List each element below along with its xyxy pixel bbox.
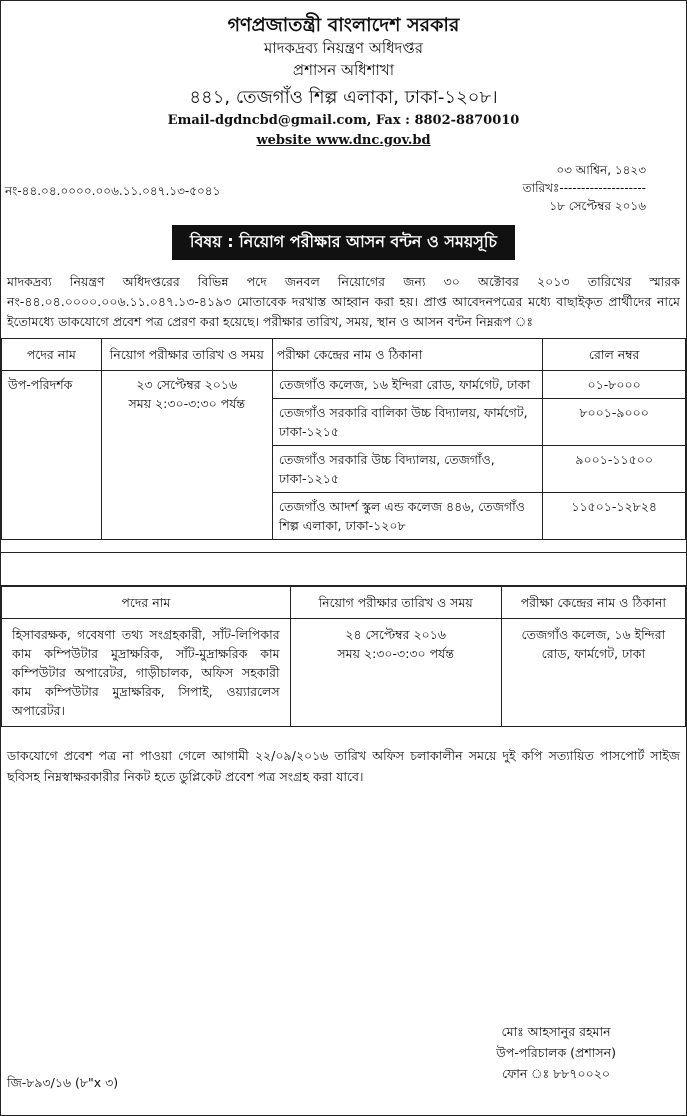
date-block	[523, 161, 646, 215]
duplicate-admit-note: ডাকযোগে প্রবেশ পত্র না পাওয়া গেলে আগামী ২২/০৯/২০১৬ তারিখ অফিস চলাকালীন সময়ে দুই কপি সত্যায়িত পাসপোর্ট সাইজ ছবিসহ নিম্নস্বাক্ষরকারীর নিকট হতে ডুপ্লিকেট প্রবেশ পত্র সংগ্রহ করা যাবে।	[7, 748, 680, 784]
signatory-designation: উপ-পরিচালক (প্রশাসন)	[496, 1045, 616, 1060]
cell-date-time	[290, 619, 501, 727]
cell-roll: ৮০০১-৯০০০	[543, 399, 686, 446]
cell-roll: ০১-৮০০০	[543, 371, 686, 399]
seat-plan-table-2	[1, 586, 686, 727]
header-center: পরীক্ষা কেন্দ্রের নাম ও ঠিকানা	[272, 339, 542, 371]
intro-paragraph: মাদকদ্রব্য নিয়ন্ত্রণ অধিদপ্তরের বিভিন্ন পদে জনবল নিয়োগের জন্য ৩০ অক্টোবর ২০১৩ তারিখের স্মারক নং-৪৪.০৪.০০০০.০০৬.১১.০৪৭.১৩-৪১৯৩ মোতাবেক দরখাস্ত আহ্বান করা হয়। প্রাপ্ত আবেদনপত্রের মধ্যে বাছাইকৃত প্রার্থীদের নামে ইতোমধ্যে ডাকযোগে প্রবেশ পত্র প্রেরণ করা হয়েছে। পরীক্ষার তারিখ, সময়, স্থান ও আসন বন্টন নিম্নরূপ ঃ	[7, 274, 680, 329]
department-name: মাদকদ্রব্য নিয়ন্ত্রণ অধিদপ্তর	[264, 39, 423, 57]
email-fax: Email-dgdncbd@gmail.com, Fax : 8802-8870010	[167, 113, 520, 128]
wing-name: প্রশাসন অধিশাখা	[292, 61, 395, 79]
advert-code: জি-৮৯৩/১৬ (৮"x ৩)	[7, 1075, 119, 1090]
cell-center: তেজগাঁও কলেজ, ১৬ ইন্দিরা রোড, ফার্মগেট, ঢাকা	[501, 619, 685, 727]
address: ৪৪১, তেজগাঁও শিল্প এলাকা, ঢাকা-১২০৮।	[189, 87, 498, 108]
cell-post: উপ-পরিদর্শক	[2, 371, 102, 540]
subject-wrap	[1, 225, 686, 260]
reference-row	[1, 157, 686, 219]
exam-date: ২৩ সেপ্টেম্বর ২০১৬	[136, 377, 238, 392]
table-header-row	[2, 587, 686, 619]
govt-title: গণপ্রজাতন্ত্রী বাংলাদেশ সরকার	[227, 14, 460, 36]
exam-time: সময় ২:৩০-৩:৩০ পর্যন্ত	[337, 646, 454, 661]
date-bangla: ০৩ আশ্বিন, ১৪২৩	[556, 163, 646, 177]
seat-plan-table-1	[1, 338, 686, 540]
subject-banner: বিষয় : নিয়োগ পরীক্ষার আসন বন্টন ও সময়সূচি	[172, 225, 515, 260]
table-row	[2, 371, 686, 399]
header-post: পদের নাম	[2, 587, 291, 619]
header-date-time: নিয়োগ পরীক্ষার তারিখ ও সময়	[101, 339, 272, 371]
exam-date: ২৪ সেপ্টেম্বর ২০১৬	[345, 627, 447, 642]
cell-center: তেজগাঁও সরকারি উচ্চ বিদ্যালয়, তেজগাঁও, ঢাকা-১২১৫	[272, 446, 542, 493]
header-date-time: নিয়োগ পরীক্ষার তারিখ ও সময়	[290, 587, 501, 619]
cell-center: তেজগাঁও সরকারি বালিকা উচ্চ বিদ্যালয়, ফার্মগেট, ঢাকা-১২১৫	[272, 399, 542, 446]
header-roll: রোল নম্বর	[543, 339, 686, 371]
cell-center: তেজগাঁও কলেজ, ১৬ ইন্দিরা রোড, ফার্মগেট, ঢাকা	[272, 371, 542, 399]
cell-roll: ৯০০১-১১৫০০	[543, 446, 686, 493]
date-english: ১৮ সেপ্টেম্বর ২০১৬	[549, 199, 646, 213]
table-separator	[1, 552, 686, 586]
table-header-row	[2, 339, 686, 371]
memo-number: নং-৪৪.০৪.০০০০.০০৬.১১.০৪৭.১৩-৫০৪১	[5, 184, 221, 198]
cell-roll: ১১৫০১-১২৮২৪	[543, 493, 686, 540]
table-row	[2, 619, 686, 727]
website: website www.dnc.gov.bd	[256, 133, 431, 148]
cell-posts: হিসাবরক্ষক, গবেষণা তথ্য সংগ্রহকারী, সাঁট-লিপিকার কাম কম্পিউটার মুদ্রাক্ষরিক, সাঁট-মুদ্রাক্ষরিক কাম কম্পিউটার অপারেটর, গাড়ীচালক, অফিস সহকারী কাম কম্পিউটার মুদ্রাক্ষরিক, সিপাই, ওয়্যারলেস অপারেটর।	[2, 619, 291, 727]
cell-date-time	[101, 371, 272, 540]
signatory-name: মোঃ আহসানুর রহমান	[501, 1024, 611, 1039]
header-center: পরীক্ষা কেন্দ্রের নাম ও ঠিকানা	[501, 587, 685, 619]
letterhead	[1, 1, 686, 151]
signatory-phone: ফোন ঃ ৮৮৭০০২০	[502, 1066, 611, 1081]
exam-time: সময় ২:৩০-৩:৩০ পর্যন্ত	[128, 396, 246, 411]
signature-block	[496, 1021, 616, 1084]
header-post: পদের নাম	[2, 339, 102, 371]
cell-center: তেজগাঁও আদর্শ স্কুল এন্ড কলেজ ৪৪৬, তেজগাঁও শিল্প এলাকা, ঢাকা-১২০৮	[272, 493, 542, 540]
date-label: তারিখঃ--------------------	[522, 181, 646, 195]
